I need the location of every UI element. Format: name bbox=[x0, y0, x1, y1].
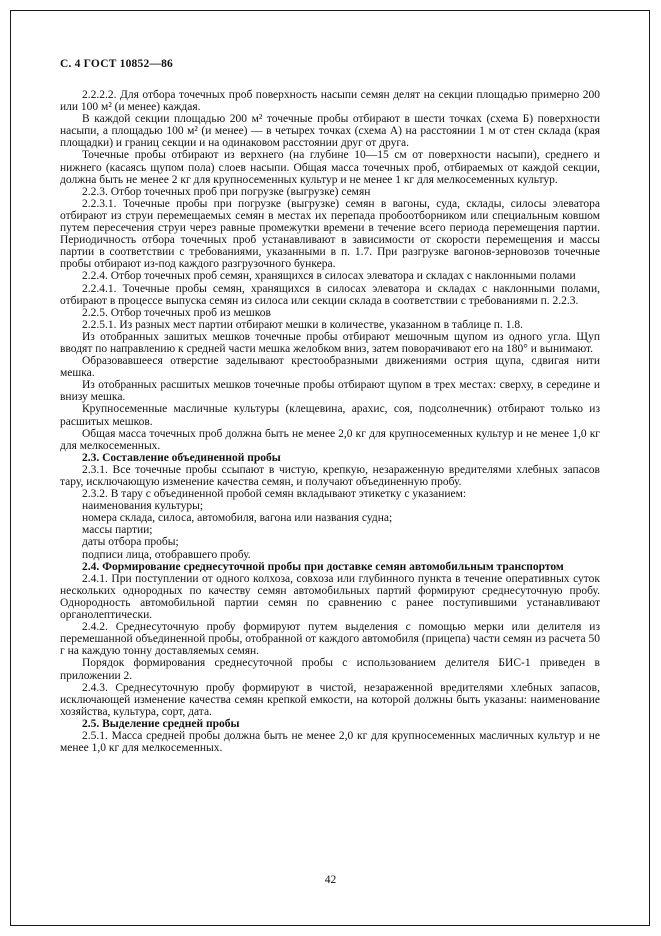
paragraph: 2.4.2. Среднесуточную пробу формируют путем выделения с помощью мерки или делителя из перемешанной объединенной пробы, отобранной от каждого автомобиля (прицепа) части семян из расчета 50 г на каждую тонну доставляемых семян. bbox=[60, 621, 600, 658]
page-number: 42 bbox=[324, 874, 337, 886]
paragraph: даты отбора пробы; bbox=[82, 536, 179, 549]
paragraph: Образовавшееся отверстие заделывают крестообразными движениями острия щупа, сдвигая нити мешка. bbox=[60, 355, 600, 380]
document-body bbox=[60, 89, 600, 754]
paragraph: 2.4.3. Среднесуточную пробу формируют в чистой, незараженной вредителями хлебных запасов, исключающей изменение качества семян крепкой емкости, на которой должны быть указаны: наименование хозяйства, культура, сорт, дата. bbox=[60, 681, 600, 718]
section-heading: 2.3. Составление объединенной пробы bbox=[82, 451, 281, 464]
section-heading: 2.5. Выделение средней пробы bbox=[82, 717, 240, 730]
paragraph: 2.3.2. В тару с объединенной пробой семян вкладывают этикетку с указанием: bbox=[82, 488, 467, 501]
paragraph: 2.5.1. Масса средней пробы должна быть не менее 2,0 кг для крупносеменных масличных культур и не менее 1,0 кг для мелкосеменных. bbox=[60, 729, 600, 755]
paragraph: 2.2.3.1. Точечные пробы при погрузке (выгрузке) семян в вагоны, суда, склады, силосы элеватора отбирают из струи перемещаемых семян в местах их перепада пробоотборником или специальным ковшом путем пересечения струи через равные промежутки времени в течение всего периода перемещения партии. Периодичность отбора точечных проб устанавливают в зависимости от скорости перемещения и массы партии в соответствии с требованиями, указанными в п. 1.7. При разгрузке вагонов-зерновозов точечные пробы отбирают из-под каждого разгрузочного бункера. bbox=[60, 197, 600, 271]
paragraph: Точечные пробы отбирают из верхнего (на глубине 10—15 см от поверхности насыпи), среднего и нижнего (касаясь щупом пола) слоев насыпи. Общая масса точечных проб, отбираемых от каждой секции, должна быть не менее 2 кг для крупносеменных культур и не менее 1 кг для мелкосеменных культур. bbox=[60, 149, 600, 186]
paragraph: 2.2.2.2. Для отбора точечных проб поверхность насыпи семян делят на секции площадью примерно 200 или 100 м² (и менее) каждая. bbox=[60, 89, 600, 114]
paragraph: подписи лица, отобравшего пробу. bbox=[82, 548, 251, 561]
paragraph: наименования культуры; bbox=[82, 500, 204, 513]
paragraph: Общая масса точечных проб должна быть не менее 2,0 кг для крупносеменных культур и не менее 1,0 кг для мелкосеменных. bbox=[60, 427, 600, 452]
paragraph: 2.3.1. Все точечные пробы ссыпают в чистую, крепкую, незараженную вредителями хлебных запасов тару, исключающую изменение качества семян, и получают объединенную пробу. bbox=[60, 463, 600, 488]
paragraph: Из отобранных расшитых мешков точечные пробы отбирают щупом в трех местах: сверху, в середине и внизу мешка. bbox=[60, 379, 600, 404]
paragraph: 2.2.4.1. Точечные пробы семян, хранящихся в силосах элеватора и складах с наклонными полами, отбирают в процессе выпуска семян из силоса или секции склада в соответствии с требованиями п. 2.2.3. bbox=[60, 282, 600, 307]
page-header: С. 4 ГОСТ 10852—86 bbox=[60, 58, 173, 70]
paragraph: 2.2.5. Отбор точечных проб из мешков bbox=[82, 306, 271, 319]
paragraph: 2.2.3. Отбор точечных проб при погрузке (выгрузке) семян bbox=[82, 185, 371, 198]
section-heading: 2.4. Формирование среднесуточной пробы при доставке семян автомобильным транспортом bbox=[82, 560, 564, 573]
paragraph: 2.2.4. Отбор точечных проб семян, хранящихся в силосах элеватора и складах с наклонными полами bbox=[82, 270, 576, 283]
page-content bbox=[60, 58, 600, 754]
paragraph: Крупносеменные масличные культуры (клещевина, арахис, соя, подсолнечник) отбирают только из расшитых мешков. bbox=[60, 403, 600, 428]
paragraph: В каждой секции площадью 200 м² точечные пробы отбирают в шести точках (схема Б) поверхности насыпи, а площадью 100 м² (и менее) — в четырех точках (схема А) на расстоянии 1 м от стен склада (края площадки) и границ секции и на одинаковом расстоянии друг от друга. bbox=[60, 113, 600, 150]
paragraph: 2.2.5.1. Из разных мест партии отбирают мешки в количестве, указанном в таблице п. 1.8. bbox=[82, 318, 523, 331]
paragraph: 2.4.1. При поступлении от одного колхоза, совхоза или глубинного пункта в течение оперативных суток нескольких однородных по качеству семян автомобильных партий формируют среднесуточную пробу. Однородность автомобильной партии семян по сравнению с ранее поступившими устанавливают органолептически. bbox=[60, 572, 600, 622]
paragraph: массы партии; bbox=[82, 524, 153, 537]
paragraph: Порядок формирования среднесуточной пробы с использованием делителя БИС-1 приведен в приложении 2. bbox=[60, 657, 600, 682]
paragraph: Из отобранных зашитых мешков точечные пробы отбирают мешочным щупом из одного угла. Щуп вводят по направлению к средней части мешка желобком вниз, затем поворачивают его на 180° и вынимают. bbox=[60, 330, 600, 355]
paragraph: номера склада, силоса, автомобиля, вагона или названия судна; bbox=[82, 512, 393, 525]
